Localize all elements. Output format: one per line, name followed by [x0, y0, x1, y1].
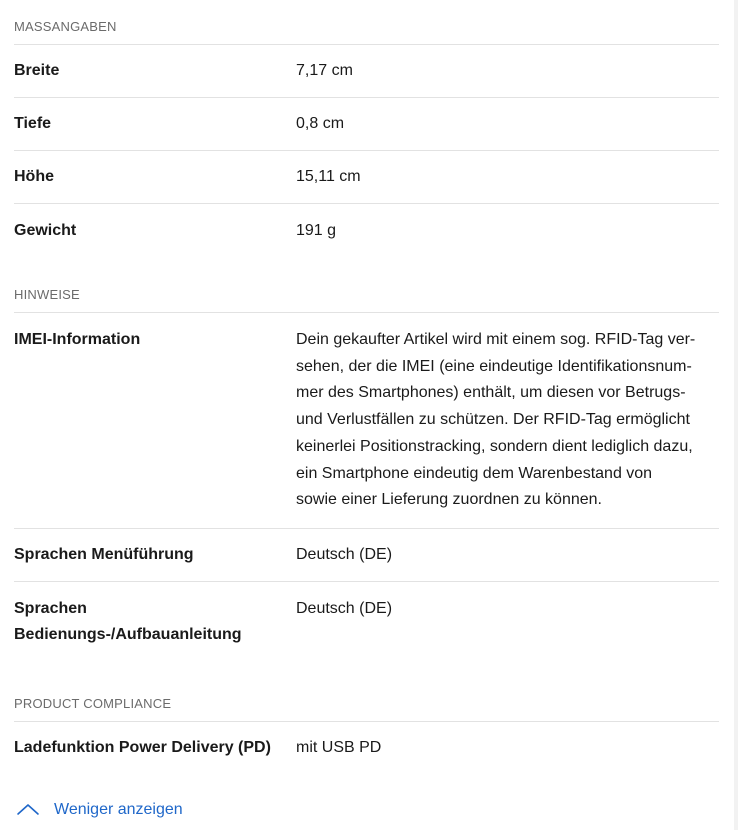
- spec-value: 15,11 cm: [296, 168, 361, 185]
- imei-line: mer des Smartphones) enthält, um diesen vor Betrugs-: [296, 384, 686, 402]
- imei-line: und Verlustfällen zu schützen. Der RFID-Tag ermöglicht: [296, 411, 690, 429]
- spec-row-breite: [14, 45, 719, 98]
- spec-value: 191 g: [296, 221, 337, 239]
- imei-line: sehen, der die IMEI (eine eindeutige Identifikationsnum-: [296, 357, 692, 375]
- spec-row-power-delivery: [14, 722, 719, 775]
- imei-line: ein Smartphone eindeutig dem Warenbestand von: [296, 464, 653, 482]
- section-header-compliance: PRODUCT COMPLIANCE: [14, 695, 172, 711]
- spec-row-manual-language: [14, 582, 719, 666]
- spec-row-imei: [14, 313, 719, 529]
- spec-label: Gewicht: [14, 221, 77, 239]
- chevron-up-icon[interactable]: [16, 802, 42, 818]
- spec-value: 0,8 cm: [296, 115, 345, 132]
- spec-label: IMEI-Information: [14, 331, 141, 348]
- spec-value: Deutsch (DE): [296, 599, 393, 617]
- section-header-hinweise: HINWEISE: [14, 287, 80, 302]
- scrollbar-track[interactable]: [734, 0, 738, 830]
- spec-label: Tiefe: [14, 115, 52, 132]
- spec-label: Ladefunktion Power Delivery (PD): [14, 739, 271, 757]
- spec-row-hoehe: [14, 151, 719, 204]
- imei-line: keinerlei Positionstracking, sondern dient lediglich dazu,: [296, 437, 693, 455]
- spec-label: Breite: [14, 62, 60, 79]
- spec-row-gewicht: [14, 204, 719, 257]
- show-less-toggle[interactable]: [14, 801, 718, 819]
- show-less-link[interactable]: Weniger anzeigen: [54, 800, 183, 818]
- spec-row-menu-language: [14, 529, 719, 582]
- product-details: [14, 0, 734, 819]
- spec-value: 7,17 cm: [296, 62, 353, 79]
- spec-label-line: Bedienungs-/Aufbauanleitung: [14, 625, 242, 643]
- spec-value: mit USB PD: [296, 739, 382, 757]
- spec-label: Höhe: [14, 168, 54, 185]
- spec-row-tiefe: [14, 98, 719, 151]
- imei-line: sowie einer Lieferung zuordnen zu können.: [296, 491, 602, 509]
- imei-description: [296, 327, 719, 514]
- spec-label: Sprachen Menüführung: [14, 545, 194, 563]
- spec-value: Deutsch (DE): [296, 545, 393, 563]
- imei-line: Dein gekaufter Artikel wird mit einem sog. RFID-Tag ver-: [296, 331, 696, 348]
- spec-label: [14, 596, 296, 648]
- spec-label-line: Sprachen: [14, 599, 87, 617]
- section-header-massangaben: MASSANGABEN: [14, 19, 117, 34]
